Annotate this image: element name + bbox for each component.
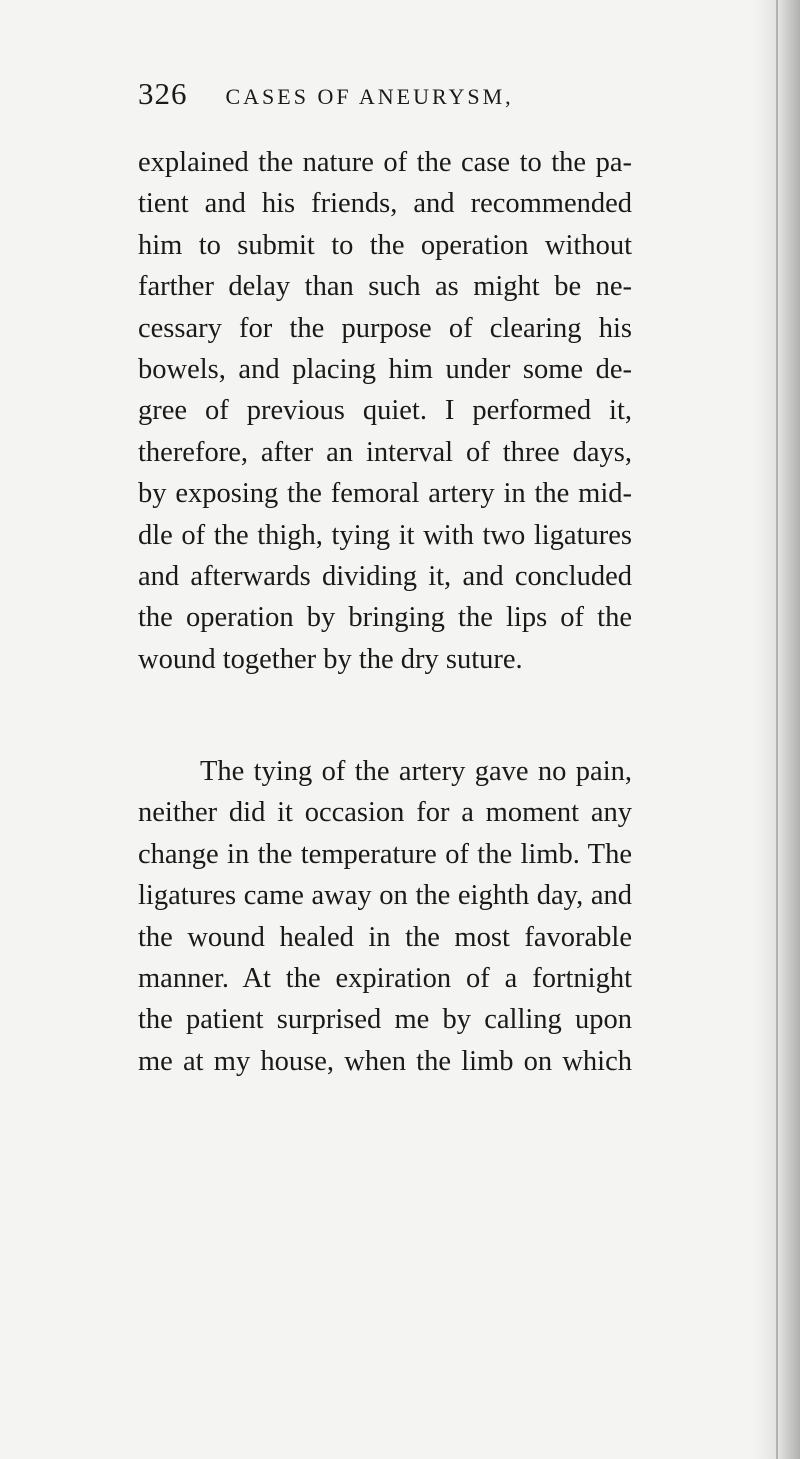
text-line: neither did it occasion for a moment any <box>138 797 632 829</box>
text-line: the patient surprised me by calling upon <box>138 1004 632 1036</box>
text-line: the wound healed in the most favorable <box>138 921 632 953</box>
text-line: change in the temperature of the limb. The <box>138 838 632 870</box>
page-edge-line <box>776 0 778 1459</box>
text-line: me at my house, when the limb on which <box>138 1045 632 1077</box>
text-line: wound together by the dry suture. <box>138 643 523 675</box>
text-line: and afterwards dividing it, and concluded <box>138 561 632 593</box>
running-head: CASES OF ANEURYSM, <box>225 84 514 109</box>
text-line: bowels, and placing him under some de- <box>138 354 632 386</box>
text-line: dle of the thigh, tying it with two ligatures <box>138 519 632 551</box>
text-line: manner. At the expiration of a fortnight <box>138 963 632 995</box>
page-number: 326 <box>138 76 188 111</box>
paragraph-2 <box>138 751 632 1082</box>
page-header <box>138 76 514 126</box>
text-line: gree of previous quiet. I performed it, <box>138 395 632 427</box>
text-line: ligatures came away on the eighth day, and <box>138 880 632 912</box>
text-line: therefore, after an interval of three days, <box>138 436 632 468</box>
text-line: the operation by bringing the lips of the <box>138 602 632 634</box>
text-line: cessary for the purpose of clearing his <box>138 312 632 344</box>
text-line: tient and his friends, and recommended <box>138 188 632 220</box>
text-line: by exposing the femoral artery in the mid- <box>138 478 632 510</box>
text-line: The tying of the artery gave no pain, <box>200 756 632 787</box>
text-line: him to submit to the operation without <box>138 229 632 261</box>
text-line: explained the nature of the case to the pa- <box>138 147 632 178</box>
text-line: farther delay than such as might be ne- <box>138 271 632 303</box>
paragraph-1 <box>138 142 632 680</box>
